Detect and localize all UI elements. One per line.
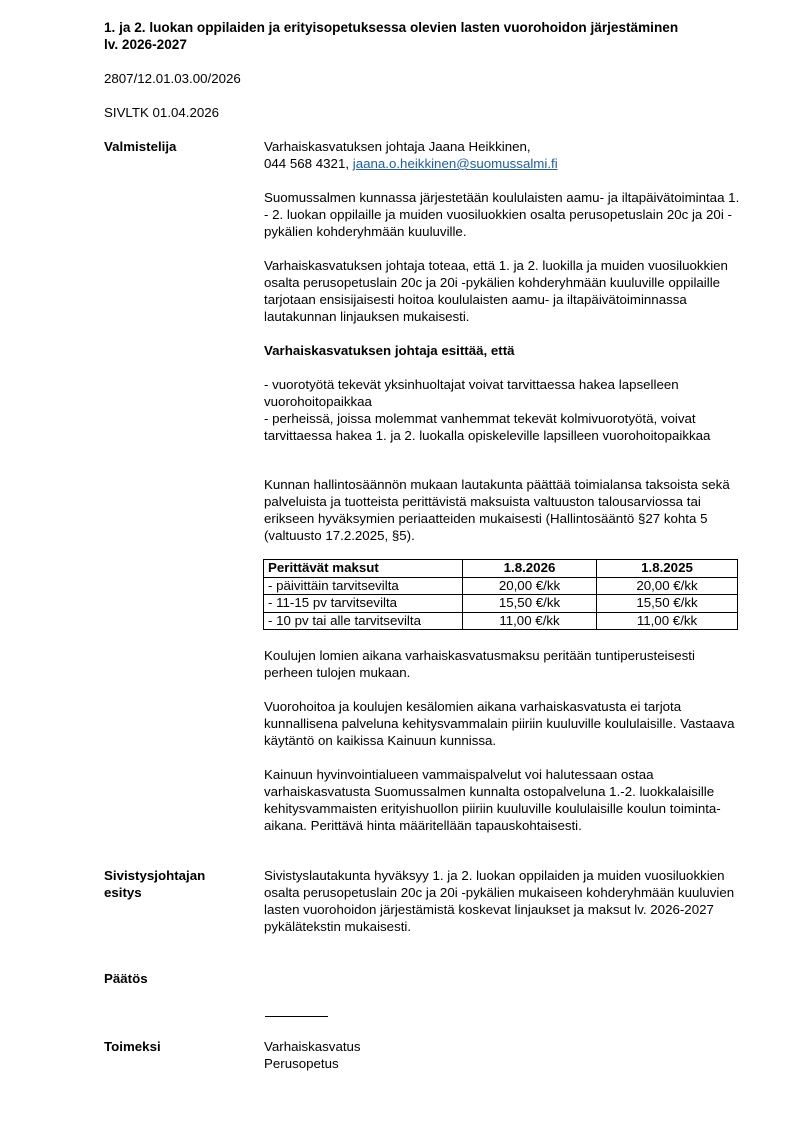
proposal-item: - perheissä, joissa molemmat vanhemmat tekevät kolmivuorotyötä, voivat tarvittaessa hakea 1. ja 2. luokalla opiskeleville lapsilleen vuorohoitopaikkaa (264, 411, 711, 443)
table-row (264, 595, 738, 613)
preparer-contact (264, 155, 744, 172)
title-line-2: lv. 2026-2027 (104, 37, 187, 52)
fee-2025: 15,50 €/kk (597, 595, 738, 613)
statement-paragraph: Varhaiskasvatuksen johtaja toteaa, että 1. ja 2. luokilla ja muiden vuosiluokkien osalta perusopetuslain 20c ja 20i -pykälien kohderyhmään kuuluville oppilaille tarjotaan ensisijaisesti hoitoa koululaisten aamu- ja iltapäivätoiminnassa lautakunnan linjauksen mukaisesti. (264, 258, 728, 324)
intro-paragraph: Suomussalmen kunnassa järjestetään koululaisten aamu- ja iltapäivätoimintaa 1. - 2. luokan oppilaille ja muiden vuosiluokkien osalta perusopetuslain 20c ja 20i -pykälien kohderyhmään kuuluville. (264, 190, 740, 239)
fee-category: - 11-15 pv tarvitsevilta (264, 595, 463, 613)
paatos-label: Päätös (104, 971, 148, 986)
fee-2026: 11,00 €/kk (463, 612, 597, 630)
table-row (264, 577, 738, 595)
proposal-heading: Varhaiskasvatuksen johtaja esittää, että (264, 343, 515, 358)
preparer-info (264, 138, 744, 172)
esitys-label-line-2: esitys (104, 885, 142, 900)
fee-table (263, 559, 738, 630)
esitys-label-line-1: Sivistysjohtajan (104, 868, 206, 883)
fee-category: - päivittäin tarvitsevilta (264, 577, 463, 595)
no-service-paragraph: Vuorohoitoa ja koulujen kesälomien aikana varhaiskasvatusta ei tarjota kunnallisena palveluna kehitysvammalain piiriin kuuluville koululaisille. Vastaava käytäntö on kaikissa Kainuun kunnissa. (264, 699, 735, 748)
header-cell: Perittävät maksut (264, 560, 463, 578)
proposal-item: - vuorotyötä tekevät yksinhuoltajat voivat tarvittaessa hakea lapselleen vuorohoitopaikkaa (264, 377, 679, 409)
title-line-1: 1. ja 2. luokan oppilaiden ja erityisopetuksessa olevien lasten vuorohoidon järjestäminen (104, 20, 679, 35)
valmistelija-label: Valmistelija (104, 139, 177, 154)
document-title (104, 19, 744, 53)
recipient: Varhaiskasvatus (264, 1039, 361, 1054)
recipient: Perusopetus (264, 1056, 339, 1071)
fee-2025: 20,00 €/kk (597, 577, 738, 595)
preparer-name: Varhaiskasvatuksen johtaja Jaana Heikkinen, (264, 139, 531, 154)
esitys-text: Sivistyslautakunta hyväksyy 1. ja 2. luokan oppilaiden ja muiden vuosiluokkien osalta perusopetuslain 20c ja 20i -pykälien mukaiseen kohderyhmään kuuluvien lasten vuorohoidon järjestämistä koskevat linjaukset ja maksut lv. 2026-2027 pykälätekstin mukaisesti. (264, 868, 735, 934)
fee-table-header (264, 560, 738, 578)
fee-category: - 10 pv tai alle tarvitsevilta (264, 612, 463, 630)
header-cell: 1.8.2026 (463, 560, 597, 578)
preparer-email-link[interactable]: jaana.o.heikkinen@suomussalmi.fi (352, 156, 558, 171)
meeting-info: SIVLTK 01.04.2026 (104, 105, 220, 120)
reference-number: 2807/12.01.03.00/2026 (104, 71, 241, 86)
fee-2026: 20,00 €/kk (463, 577, 597, 595)
fee-2026: 15,50 €/kk (463, 595, 597, 613)
regulation-paragraph: Kunnan hallintosäännön mukaan lautakunta päättää toimialansa taksoista sekä palveluista ja tuotteista perittävistä maksuista valtuuston talousarviossa tai erikseen hyväksymien periaatteiden mukaisesti (Hallintosääntö §27 kohta 5 (valtuusto 17.2.2025, §5). (264, 477, 730, 543)
table-row (264, 612, 738, 630)
header-cell: 1.8.2025 (597, 560, 738, 578)
esitys-label (104, 867, 205, 901)
toimeksi-recipients (264, 1038, 744, 1072)
separator-line (265, 1016, 328, 1017)
preparer-phone: 044 568 4321, (264, 156, 353, 171)
purchase-service-paragraph: Kainuun hyvinvointialueen vammaispalvelut voi halutessaan ostaa varhaiskasvatusta Suomussalmen kunnalta ostopalveluna 1.-2. luokkalaisille kehitysvammaisten erityishuollon piiriin kuuluville koululaisille koulun toiminta-aikana. Perittävä hinta määritellään tapauskohtaisesti. (264, 767, 721, 833)
holiday-fee-paragraph: Koulujen lomien aikana varhaiskasvatusmaksu peritään tuntiperusteisesti perheen tulojen mukaan. (264, 648, 695, 680)
toimeksi-label: Toimeksi (104, 1039, 161, 1054)
fee-2025: 11,00 €/kk (597, 612, 738, 630)
proposal-list (264, 376, 744, 444)
